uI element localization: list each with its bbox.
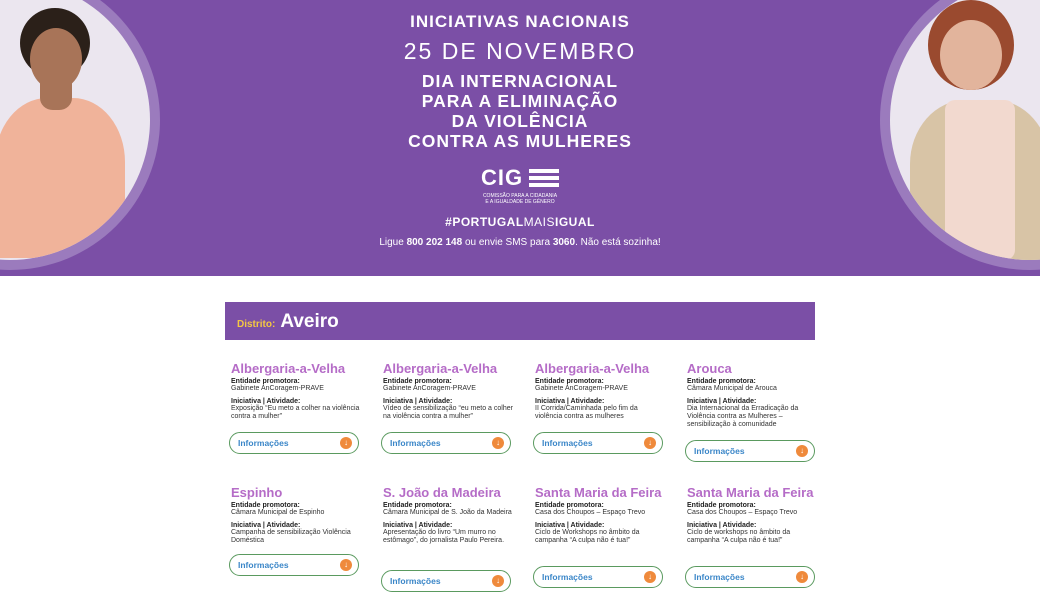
initiative-label: Iniciativa | Atividade: xyxy=(687,522,757,529)
hero-banner xyxy=(0,0,1040,276)
initiative-value: Apresentação do livro “Um murro no estômago”, do jornalista Paulo Pereira. xyxy=(383,529,505,544)
portrait-left xyxy=(0,0,160,270)
promoter-value: Gabinete AnCoragem-PRAVE xyxy=(383,385,476,392)
event-name-line: DIA INTERNACIONAL xyxy=(421,71,619,91)
promoter-label: Entidade promotora: xyxy=(687,378,756,385)
info-button-label: Informações xyxy=(542,572,593,582)
card-municipality: Albergaria-a-Velha xyxy=(535,361,650,376)
promoter-value: Gabinete AnCoragem-PRAVE xyxy=(535,385,628,392)
hashtag-hash: # xyxy=(445,215,453,229)
info-button[interactable] xyxy=(381,432,511,454)
event-name-line: CONTRA AS MULHERES xyxy=(408,131,632,151)
info-button[interactable] xyxy=(685,566,815,588)
initiative-label: Iniciativa | Atividade: xyxy=(687,398,757,405)
card-municipality: Santa Maria da Feira xyxy=(535,485,662,500)
arrow-down-icon: ↓ xyxy=(340,559,352,571)
promoter-label: Entidade promotora: xyxy=(535,378,604,385)
initiative-label: Iniciativa | Atividade: xyxy=(231,522,301,529)
initiative-value: Vídeo de sensibilização “eu meto a colher na violência contra a mulher” xyxy=(383,405,513,420)
promoter-value: Câmara Municipal de Arouca xyxy=(687,385,777,392)
info-button[interactable] xyxy=(685,440,815,462)
info-button[interactable] xyxy=(229,432,359,454)
promoter-value: Casa dos Choupos – Espaço Trevo xyxy=(535,509,646,516)
hashtag-part-igual: IGUAL xyxy=(555,215,595,229)
initiative-label: Iniciativa | Atividade: xyxy=(535,522,605,529)
initiative-label: Iniciativa | Atividade: xyxy=(231,398,301,405)
banner-headline xyxy=(300,12,740,248)
initiative-card xyxy=(535,485,665,582)
initiative-card xyxy=(383,361,513,448)
initiative-label: Iniciativa | Atividade: xyxy=(383,522,453,529)
initiative-card xyxy=(535,361,665,448)
info-button-label: Informações xyxy=(238,560,289,570)
card-municipality: Albergaria-a-Velha xyxy=(231,361,346,376)
info-button-label: Informações xyxy=(390,576,441,586)
hashtag xyxy=(300,215,740,229)
info-button[interactable] xyxy=(533,566,663,588)
cig-subtitle-line: E A IGUALDADE DE GÉNERO xyxy=(485,199,555,205)
info-button-label: Informações xyxy=(694,446,745,456)
info-button-label: Informações xyxy=(238,438,289,448)
district-header xyxy=(225,302,815,340)
cig-logo xyxy=(475,165,565,191)
arrow-down-icon: ↓ xyxy=(644,571,656,583)
initiative-value: Dia Internacional da Erradicação da Violência contra as Mulheres – sensibilização à comunidade xyxy=(687,405,799,428)
initiative-label: Iniciativa | Atividade: xyxy=(535,398,605,405)
hashtag-part-mais: MAIS xyxy=(523,215,556,229)
promoter-value: Câmara Municipal de Espinho xyxy=(231,509,325,516)
info-button[interactable] xyxy=(533,432,663,454)
initiative-value: Ciclo de workshops no âmbito da campanha “A culpa não é tua!” xyxy=(687,529,791,544)
promoter-label: Entidade promotora: xyxy=(383,378,452,385)
arrow-down-icon: ↓ xyxy=(492,575,504,587)
initiative-value: Campanha de sensibilização Violência Doméstica xyxy=(231,529,351,544)
arrow-down-icon: ↓ xyxy=(644,437,656,449)
district-name: Aveiro xyxy=(280,311,339,332)
helpline-prefix: Ligue xyxy=(379,237,404,248)
promoter-label: Entidade promotora: xyxy=(231,502,300,509)
info-button[interactable] xyxy=(229,554,359,576)
event-date: 25 DE NOVEMBRO xyxy=(403,38,637,64)
promoter-label: Entidade promotora: xyxy=(687,502,756,509)
helpline-text xyxy=(300,237,740,248)
info-button[interactable] xyxy=(381,570,511,592)
cig-logo-text: CIG xyxy=(480,165,524,190)
initiative-card xyxy=(231,361,361,448)
event-name xyxy=(300,71,740,151)
cig-logo-bars-icon xyxy=(529,169,559,187)
sms-number: 3060 xyxy=(552,237,576,248)
district-label: Distrito: xyxy=(237,319,276,330)
event-name-line: DA VIOLÊNCIA xyxy=(451,111,589,131)
promoter-label: Entidade promotora: xyxy=(231,378,300,385)
helpline-mid: ou envie SMS para xyxy=(464,237,551,248)
arrow-down-icon: ↓ xyxy=(340,437,352,449)
initiative-value: II Corrida/Caminhada pelo fim da violência contra as mulheres xyxy=(535,405,638,420)
card-municipality: Espinho xyxy=(231,485,283,500)
hashtag-part-portugal: PORTUGAL xyxy=(452,215,524,229)
initiative-value: Ciclo de Workshops no âmbito da campanha “A culpa não é tua!” xyxy=(535,529,640,544)
cig-subtitle-line: COMISSÃO PARA A CIDADANIA xyxy=(482,193,558,199)
helpline-suffix: . Não está sozinha! xyxy=(575,237,661,248)
promoter-label: Entidade promotora: xyxy=(535,502,604,509)
info-button-label: Informações xyxy=(390,438,441,448)
initiative-card xyxy=(687,485,817,582)
initiative-label: Iniciativa | Atividade: xyxy=(383,398,453,405)
card-municipality: Santa Maria da Feira xyxy=(687,485,814,500)
promoter-value: Casa dos Choupos – Espaço Trevo xyxy=(687,509,798,516)
portrait-right xyxy=(880,0,1040,270)
event-name-line: PARA A ELIMINAÇÃO xyxy=(421,91,619,111)
promoter-value: Câmara Municipal de S. João da Madeira xyxy=(383,509,512,516)
arrow-down-icon: ↓ xyxy=(796,445,808,457)
info-button-label: Informações xyxy=(694,572,745,582)
helpline-number: 800 202 148 xyxy=(406,237,463,248)
arrow-down-icon: ↓ xyxy=(796,571,808,583)
initiative-card xyxy=(687,361,817,456)
initiative-card xyxy=(231,485,361,570)
info-button-label: Informações xyxy=(542,438,593,448)
card-municipality: S. João da Madeira xyxy=(383,485,501,500)
card-municipality: Albergaria-a-Velha xyxy=(383,361,498,376)
initiative-value: Exposição “Eu meto a colher na violência contra a mulher” xyxy=(231,405,360,420)
promoter-label: Entidade promotora: xyxy=(383,502,452,509)
cig-logo-subtitle xyxy=(300,193,740,205)
initiative-card xyxy=(383,485,513,586)
card-municipality: Arouca xyxy=(687,361,732,376)
national-initiatives-title: INICIATIVAS NACIONAIS xyxy=(410,12,630,31)
arrow-down-icon: ↓ xyxy=(492,437,504,449)
promoter-value: Gabinete AnCoragem-PRAVE xyxy=(231,385,324,392)
